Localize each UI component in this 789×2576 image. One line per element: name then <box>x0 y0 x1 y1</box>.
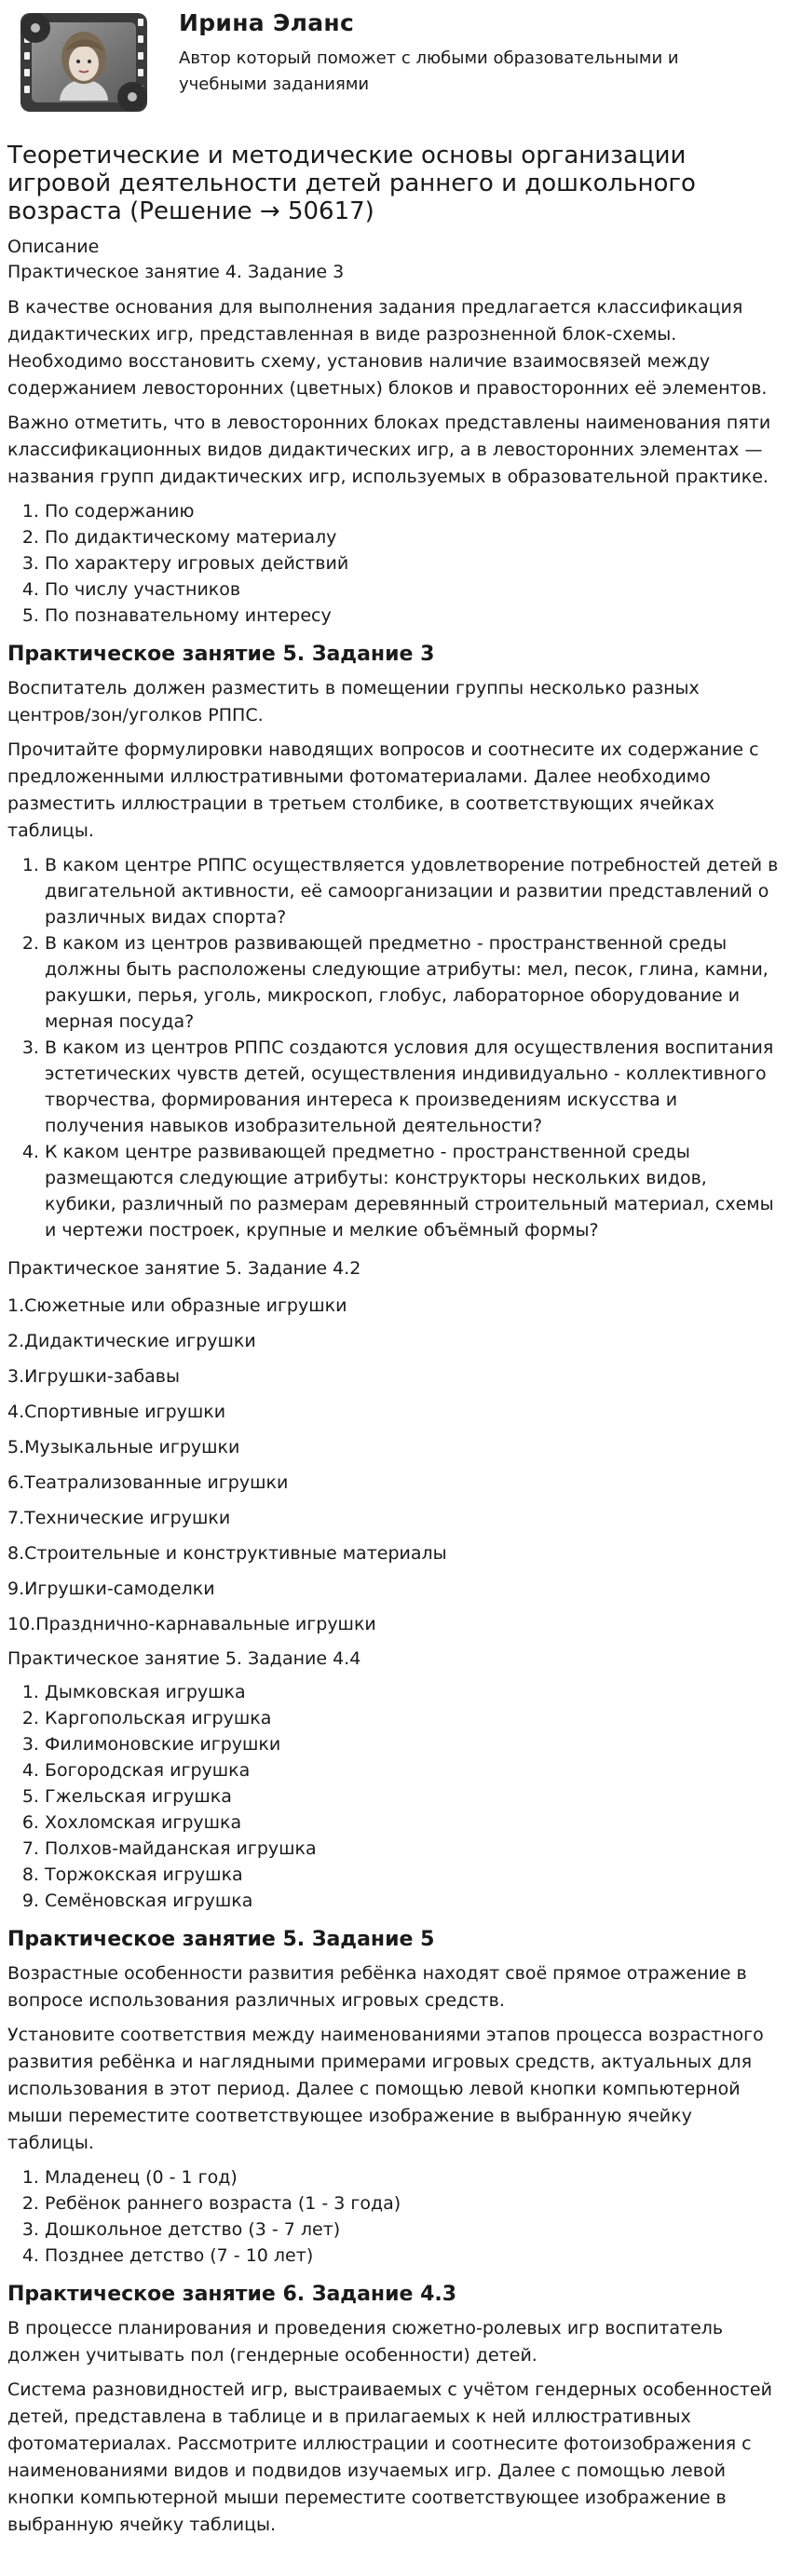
list-item: 6.Театрализованные игрушки <box>7 1472 289 1493</box>
list-item: 3. Дошкольное детство (3 - 7 лет) <box>45 2217 782 2243</box>
list-item: 1. Младенец (0 - 1 год) <box>45 2164 782 2190</box>
list-item: 3. Филимоновские игрушки <box>45 1731 782 1757</box>
practice5-3-paragraph-1: Воспитатель должен разместить в помещении группы несколько разных центров/зон/уголков РППС. <box>7 678 700 725</box>
practice4-paragraph-2: Важно отметить, что в левосторонних блоках представлены наименования пяти классификационных видов дидактических игр, а в левосторонних элементах — названия групп дидактических игр, используемых в образовательной практике. <box>7 413 771 487</box>
practice5-5-paragraph-1: Возрастные особенности развития ребёнка находят своё прямое отражение в вопросе использования различных игровых средств. <box>7 1963 747 2011</box>
practice5-42-list <box>7 1293 782 1637</box>
practice5-3-list <box>7 852 782 1243</box>
list-item: 10.Празднично-карнавальные игрушки <box>7 1614 376 1634</box>
practice5-3-heading: Практическое занятие 5. Задание 3 <box>7 643 435 666</box>
practice6-43-paragraph-1: В процессе планирования и проведения сюжетно-ролевых игр воспитатель должен учитывать пол (гендерные особенности) детей. <box>7 2318 724 2366</box>
list-item: 2.Дидактические игрушки <box>7 1331 256 1351</box>
list-item: 4.Спортивные игрушки <box>7 1402 226 1422</box>
list-item: 1. По содержанию <box>45 498 782 524</box>
list-item: 5. Гжельская игрушка <box>45 1783 782 1810</box>
practice6-43-heading: Практическое занятие 6. Задание 4.3 <box>7 2283 457 2306</box>
practice5-5-list <box>7 2164 782 2269</box>
practice6-43-paragraph-2: Система разновидностей игр, выстраиваемых с учётом гендерных особенностей детей, представлена в таблице и в прилагаемых к ней иллюстративных фотоматериалах. Рассмотрите иллюстрации и соотнесите фотоизображения с наименованиями видов и подвидов изучаемых игр. Далее с помощью левой кнопки компьютерной мыши переместите соответствующее изображение в выбранную ячейку таблицы. <box>7 2379 772 2535</box>
description-label: Описание <box>7 237 100 257</box>
list-item: 8. Торжокская игрушка <box>45 1862 782 1888</box>
list-item: 4. Позднее детство (7 - 10 лет) <box>45 2243 782 2269</box>
list-item: 2. В каком из центров развивающей предметно - пространственной среды должны быть расположены следующие атрибуты: мел, песок, глина, камни, ракушки, перья, уголь, микроскоп, глобус, лабораторное оборудование и мерная посуда? <box>45 930 782 1035</box>
list-item: 2. Ребёнок раннего возраста (1 - 3 года) <box>45 2190 782 2217</box>
list-item: 7. Полхов-майданская игрушка <box>45 1836 782 1862</box>
practice5-44-list <box>7 1679 782 1914</box>
practice4-list <box>7 498 782 629</box>
list-item: 7.Технические игрушки <box>7 1508 231 1528</box>
practice4-label: Практическое занятие 4. Задание 3 <box>7 262 345 282</box>
list-item: 4. Богородская игрушка <box>45 1757 782 1783</box>
author-avatar[interactable] <box>15 7 153 117</box>
practice5-44-label: Практическое занятие 5. Задание 4.4 <box>7 1648 361 1669</box>
list-item: 5.Музыкальные игрушки <box>7 1437 240 1457</box>
list-item: 2. Каргопольская игрушка <box>45 1705 782 1731</box>
list-item: 2. По дидактическому материалу <box>45 524 782 550</box>
author-info <box>179 9 728 98</box>
list-item: 9.Игрушки-самоделки <box>7 1579 215 1599</box>
page-title: Теоретические и методические основы организации игровой деятельности детей раннего и дошкольного возраста (Решение → 50617) <box>7 142 696 225</box>
list-item: 4. По числу участников <box>45 576 782 603</box>
list-item: 3. В каком из центров РППС создаются условия для осуществления воспитания эстетических чувств детей, осуществления индивидуально - коллективного творчества, формирования интереса к произведениям искусства и получения навыков изобразительной деятельности? <box>45 1035 782 1139</box>
list-item: 1. Дымковская игрушка <box>45 1679 782 1705</box>
practice5-3-paragraph-2: Прочитайте формулировки наводящих вопросов и соотнесите их содержание с предложенными иллюстративными фотоматериалами. Далее необходимо разместить иллюстрации в третьем столбике, в соответствующих ячейках таблицы. <box>7 739 759 841</box>
author-name[interactable]: Ирина Эланс <box>179 9 355 36</box>
list-item: 1.Сюжетные или образные игрушки <box>7 1295 347 1316</box>
list-item: 1. В каком центре РППС осуществляется удовлетворение потребностей детей в двигательной активности, её самоорганизации и развитии представлений о различных видах спорта? <box>45 852 782 930</box>
practice5-42-label: Практическое занятие 5. Задание 4.2 <box>7 1258 361 1279</box>
list-item: 5. По познавательному интересу <box>45 603 782 629</box>
practice5-5-heading: Практическое занятие 5. Задание 5 <box>7 1928 435 1951</box>
list-item: 4. К каком центре развивающей предметно - пространственной среды размещаются следующие атрибуты: конструкторы нескольких видов, кубики, различный по размерам деревянный строительный материал, схемы и чертежи построек, крупные и мелкие объёмный формы? <box>45 1139 782 1243</box>
practice5-5-paragraph-2: Установите соответствия между наименованиями этапов процесса возрастного развития ребёнка и наглядными примерами игровых средств, актуальных для использования в этот период. Далее с помощью левой кнопки компьютерной мыши переместите соответствующее изображение в выбранную ячейку таблицы. <box>7 2025 764 2153</box>
list-item: 3. По характеру игровых действий <box>45 550 782 576</box>
author-description: Автор который поможет с любыми образовательными и учебными заданиями <box>179 48 679 94</box>
author-header <box>7 0 782 125</box>
practice4-paragraph-1: В качестве основания для выполнения задания предлагается классификация дидактических игр, представленная в виде разрозненной блок-схемы. Необходимо восстановить схему, установив наличие взаимосвязей между содержанием левосторонних (цветных) блоков и правосторонних её элементов. <box>7 297 768 399</box>
list-item: 8.Строительные и конструктивные материалы <box>7 1543 447 1564</box>
list-item: 9. Семёновская игрушка <box>45 1888 782 1914</box>
list-item: 6. Хохломская игрушка <box>45 1810 782 1836</box>
list-item: 3.Игрушки-забавы <box>7 1366 180 1387</box>
